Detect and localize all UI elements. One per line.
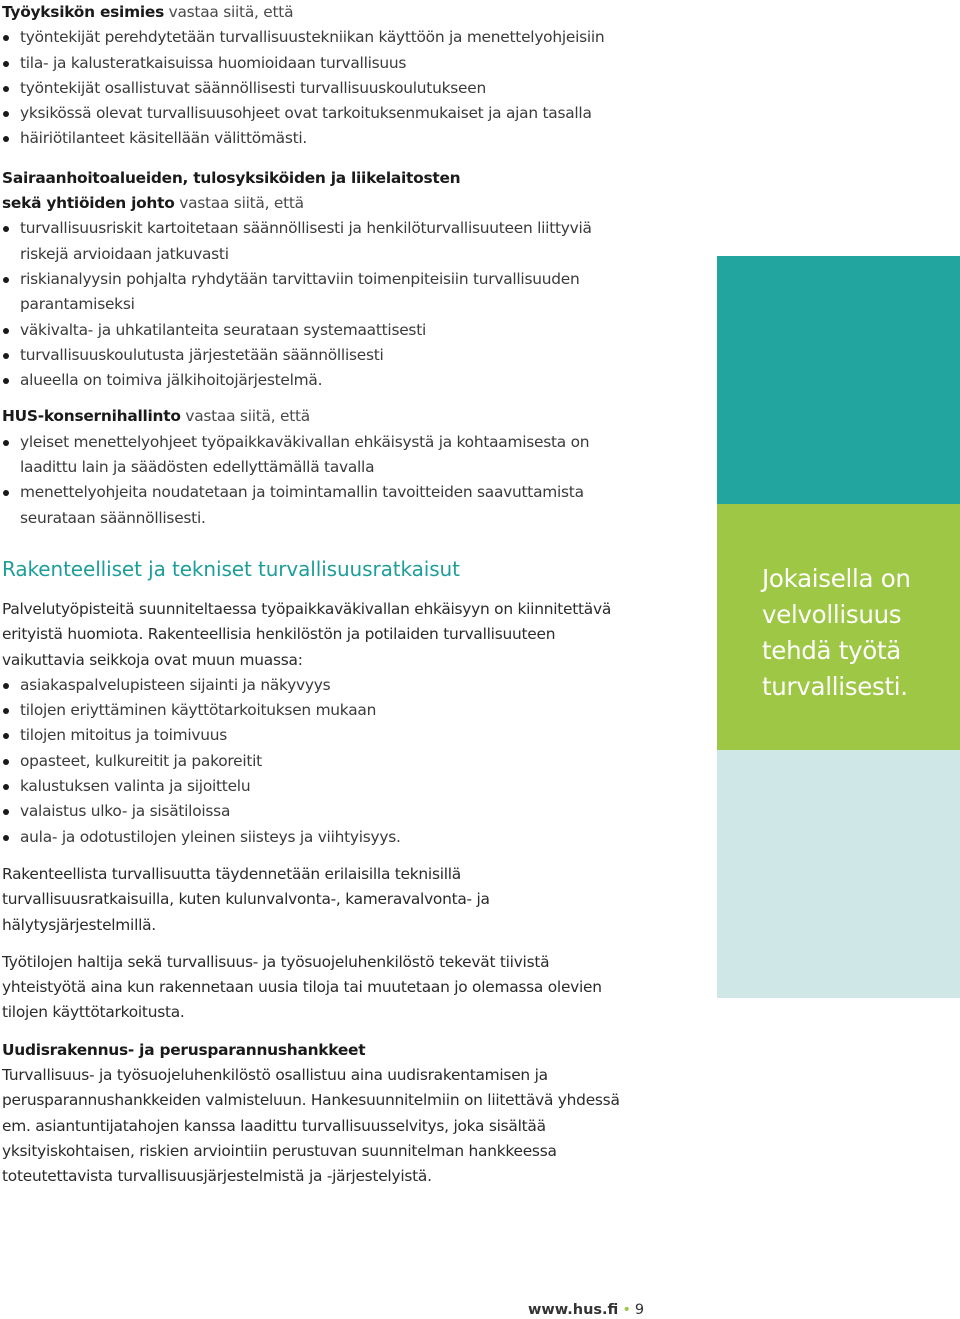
bullet-list	[2, 25, 642, 151]
section-management	[2, 166, 642, 394]
list-item: asiakaspalvelupisteen sijainti ja näkyvyys	[2, 673, 642, 698]
bullet-list	[2, 430, 602, 531]
bullet-list	[2, 673, 642, 850]
section-group-administration	[2, 404, 642, 530]
footer-separator: •	[622, 1302, 631, 1318]
list-item: aula- ja odotustilojen yleinen siisteys ja viihtyisyys.	[2, 825, 642, 850]
footer-url: www.hus.fi	[528, 1302, 619, 1318]
section-structural-solutions	[2, 555, 642, 1026]
section-supervisor-intro	[2, 0, 642, 25]
sidebar-block-teal	[717, 256, 960, 504]
paragraph: Työtilojen haltija sekä turvallisuus- ja työsuojeluhenkilöstö tekevät tiivistä yhteistyötä aina kun rakennetaan uusia tiloja tai muutetaan jo olemassa olevien tilojen käyttötarkoitusta.	[2, 952, 602, 1022]
section-intro-paragraph: Palvelutyöpisteitä suunniteltaessa työpaikkaväkivallan ehkäisyyn on kiinnitettävä erityistä huomiota. Rakenteellisia henkilöstön ja potilaiden turvallisuuteen vaikuttavia seikkoja ovat muun muassa:	[2, 599, 612, 669]
section-title: Rakenteelliset ja tekniset turvallisuusratkaisut	[2, 556, 460, 581]
sidebar-block-pale	[717, 750, 960, 998]
list-item: alueella on toimiva jälkihoitojärjestelmä.	[2, 368, 592, 393]
list-item: tila- ja kalusteratkaisuissa huomioidaan turvallisuus	[2, 51, 642, 76]
list-item: yksikössä olevat turvallisuusohjeet ovat tarkoituksenmukaiset ja ajan tasalla	[2, 101, 642, 126]
bullet-list	[2, 216, 592, 393]
page-number: 9	[634, 1302, 645, 1318]
list-item: turvallisuusriskit kartoitetaan säännöllisesti ja henkilöturvallisuuteen liittyviä riskejä arvioidaan jatkuvasti	[2, 216, 592, 267]
page-footer	[528, 1302, 644, 1318]
list-item: menettelyohjeita noudatetaan ja toimintamallin tavoitteiden saavuttamista seurataan säännöllisesti.	[2, 480, 602, 531]
section-heading: HUS-konsernihallinto	[2, 407, 181, 426]
list-item: työntekijät perehdytetään turvallisuustekniikan käyttöön ja menettelyohjeisiin	[2, 25, 642, 50]
section-intro: vastaa siitä, että	[163, 3, 294, 21]
list-item: tilojen eriyttäminen käyttötarkoituksen mukaan	[2, 698, 642, 723]
list-item: tilojen mitoitus ja toimivuus	[2, 723, 642, 748]
section-heading: Työyksikön esimies	[2, 3, 164, 21]
list-item: valaistus ulko- ja sisätiloissa	[2, 799, 642, 824]
section-supervisor	[2, 0, 642, 152]
section-heading-cont: sekä yhtiöiden johto	[2, 194, 175, 213]
main-column	[2, 0, 642, 1189]
list-item: työntekijät osallistuvat säännöllisesti turvallisuuskoulutukseen	[2, 76, 642, 101]
paragraph: Turvallisuus- ja työsuojeluhenkilöstö osallistuu aina uudisrakentamisen ja perusparannushankkeiden valmisteluun. Hankesuunnitelmiin on liitettävä yhdessä em. asiantuntijatahojen kanssa laadittu turvallisuusselvitys, joka sisältää yksityiskohtaisen, riskien arviointiin perustuvan suunnitelman hankkeessa toteutettavista turvallisuusjärjestelmistä ja -järjestelyistä.	[2, 1065, 620, 1186]
list-item: opasteet, kulkureitit ja pakoreitit	[2, 749, 642, 774]
paragraph: Rakenteellista turvallisuutta täydennetään erilaisilla teknisillä turvallisuusratkaisuilla, kuten kulunvalvonta-, kameravalvonta- ja hälytysjärjestelmillä.	[2, 864, 490, 934]
list-item: yleiset menettelyohjeet työpaikkaväkivallan ehkäisystä ja kohtaamisesta on laadittu lain ja säädösten edellyttämällä tavalla	[2, 430, 602, 481]
section-heading: Sairaanhoitoalueiden, tulosyksiköiden ja liikelaitosten	[2, 168, 461, 187]
section-intro: vastaa siitä, että	[174, 194, 304, 213]
list-item: riskianalyysin pohjalta ryhdytään tarvittaviin toimenpiteisiin turvallisuuden parantamiseksi	[2, 267, 592, 318]
list-item: turvallisuuskoulutusta järjestetään säännöllisesti	[2, 343, 592, 368]
list-item: kalustuksen valinta ja sijoittelu	[2, 774, 642, 799]
section-intro: vastaa siitä, että	[180, 407, 310, 426]
list-item: häiriötilanteet käsitellään välittömästi.	[2, 126, 642, 151]
section-heading: Uudisrakennus- ja perusparannushankkeet	[2, 1040, 366, 1059]
section-construction-projects	[2, 1038, 642, 1190]
list-item: väkivalta- ja uhkatilanteita seurataan systemaattisesti	[2, 318, 592, 343]
pull-quote: Jokaisella on velvollisuus tehdä työtä turvallisesti.	[762, 564, 911, 701]
